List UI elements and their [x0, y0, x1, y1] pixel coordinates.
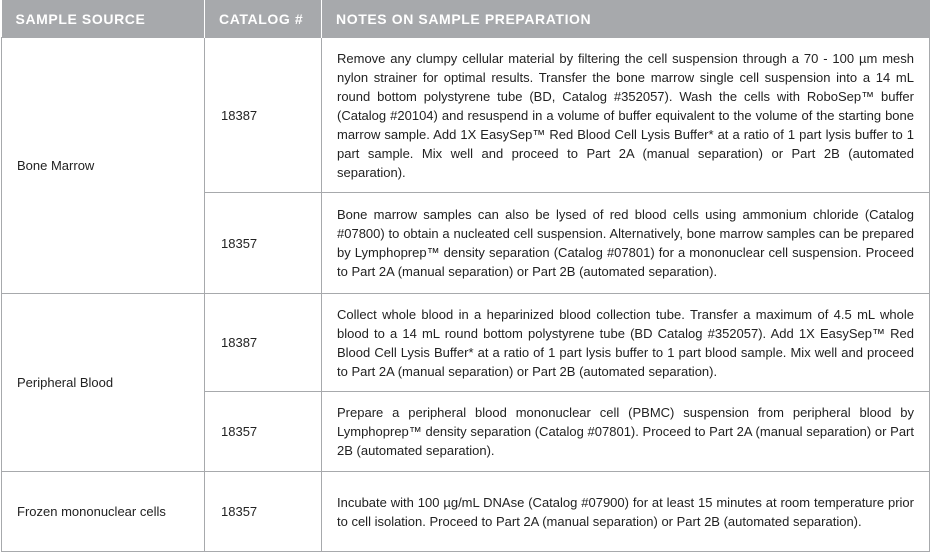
- sample-source-cell: Bone Marrow: [2, 38, 205, 294]
- table-row: [2, 38, 930, 193]
- catalog-cell: 18387: [205, 38, 322, 193]
- sample-source-cell: Frozen mononuclear cells: [2, 472, 205, 552]
- catalog-cell: 18357: [205, 472, 322, 552]
- sample-source-cell: Peripheral Blood: [2, 294, 205, 472]
- header-row: [2, 0, 930, 38]
- notes-cell: Collect whole blood in a heparinized blood collection tube. Transfer a maximum of 4.5 mL whole blood to a 14 mL round bottom polystyrene tube (BD Catalog #352057). Add 1X EasySep™ Red Blood Cell Lysis Buffer* at a ratio of 1 part lysis buffer to 1 part blood sample. Mix well and proceed to Part 2A (manual separation) or Part 2B (automated separation).: [322, 294, 930, 392]
- header-sample-source: SAMPLE SOURCE: [2, 0, 205, 38]
- table-row: [2, 294, 930, 392]
- header-catalog: CATALOG #: [205, 0, 322, 38]
- catalog-cell: 18357: [205, 193, 322, 294]
- catalog-cell: 18387: [205, 294, 322, 392]
- notes-cell: Remove any clumpy cellular material by filtering the cell suspension through a 70 - 100 µm mesh nylon strainer for optimal results. Transfer the bone marrow single cell suspension into a 14 mL round bottom polystyrene tube (BD, Catalog #352057). Wash the cells with RoboSep™ buffer (Catalog #20104) and resuspend in a volume of buffer equivalent to the volume of the starting bone marrow sample. Add 1X EasySep™ Red Blood Cell Lysis Buffer* at a ratio of 1 part lysis buffer to 1 part sample. Mix well and proceed to Part 2A (manual separation) or Part 2B (automated separation).: [322, 38, 930, 193]
- header-notes: NOTES ON SAMPLE PREPARATION: [322, 0, 930, 38]
- notes-cell: Incubate with 100 µg/mL DNAse (Catalog #07900) for at least 15 minutes at room temperature prior to cell isolation. Proceed to Part 2A (manual separation) or Part 2B (automated separation).: [322, 472, 930, 552]
- catalog-cell: 18357: [205, 392, 322, 472]
- notes-cell: Bone marrow samples can also be lysed of red blood cells using ammonium chloride (Catalog #07800) to obtain a nucleated cell suspension. Alternatively, bone marrow samples can be prepared by Lymphoprep™ density separation (Catalog #07801) for a mononuclear cell suspension. Proceed to Part 2A (manual separation) or Part 2B (automated separation).: [322, 193, 930, 294]
- table-row: [2, 472, 930, 552]
- notes-cell: Prepare a peripheral blood mononuclear cell (PBMC) suspension from peripheral blood by Lymphoprep™ density separation (Catalog #07801). Proceed to Part 2A (manual separation) or Part 2B (automated separation).: [322, 392, 930, 472]
- sample-preparation-table: [1, 0, 930, 552]
